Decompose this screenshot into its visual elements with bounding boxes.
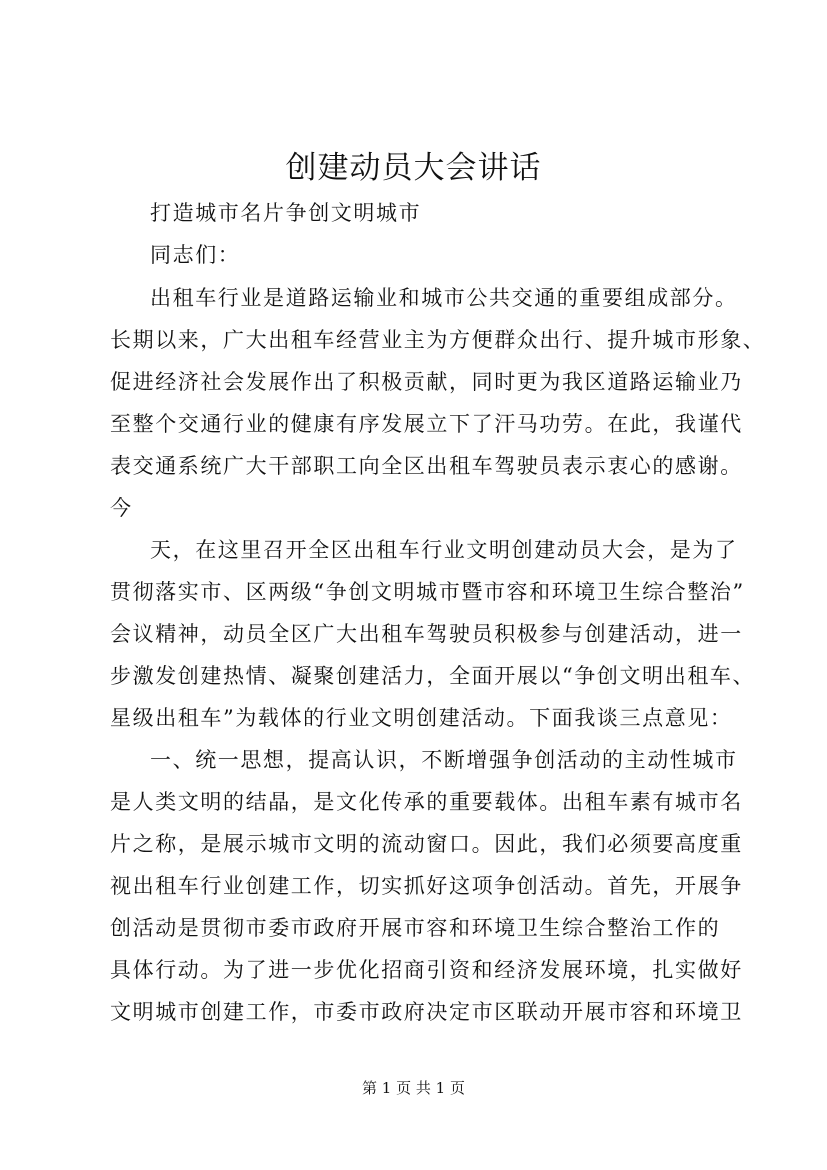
body-line: 至整个交通行业的健康有序发展立下了汗马功劳。在此，我谨代 xyxy=(110,412,743,436)
body-line: 贯彻落实市、区两级“争创文明城市暨市容和环境卫生综合整治” xyxy=(110,580,745,604)
body-line: 表交通系统广大干部职工向全区出租车驾驶员表示衷心的感谢。 xyxy=(110,454,743,478)
body-line: 今 xyxy=(110,496,133,520)
page-number-footer: 第 1 页 共 1 页 xyxy=(362,1079,465,1097)
body-line: 出租车行业是道路运输业和城市公共交通的重要组成部分。 xyxy=(150,286,738,310)
body-line: 一、统一思想，提高认识，不断增强争创活动的主动性城市 xyxy=(150,748,738,772)
body-line: 促进经济社会发展作出了积极贡献，同时更为我区道路运输业乃 xyxy=(110,370,743,394)
body-line: 创活动是贯彻市委市政府开展市容和环境卫生综合整治工作的 xyxy=(110,916,721,940)
salutation-line: 同志们： xyxy=(150,243,241,267)
body-line: 视出租车行业创建工作，切实抓好这项争创活动。首先，开展争 xyxy=(110,874,743,898)
subtitle-line: 打造城市名片争创文明城市 xyxy=(150,201,422,225)
body-line: 步激发创建热情、凝聚创建活力，全面开展以“争创文明出租车、 xyxy=(110,664,756,688)
body-line: 天，在这里召开全区出租车行业文明创建动员大会，是为了 xyxy=(150,538,738,562)
body-line: 会议精神，动员全区广大出租车驾驶员积极参与创建活动，进一 xyxy=(110,622,743,646)
body-line: 文明城市创建工作，市委市政府决定市区联动开展市容和环境卫 xyxy=(110,1000,743,1024)
document-title: 创建动员大会讲话 xyxy=(285,150,542,186)
body-line: 星级出租车”为载体的行业文明创建活动。下面我谈三点意见： xyxy=(110,706,733,730)
body-line: 具体行动。为了进一步优化招商引资和经济发展环境，扎实做好 xyxy=(110,958,743,982)
body-line: 是人类文明的结晶，是文化传承的重要载体。出租车素有城市名 xyxy=(110,790,743,814)
body-line: 片之称，是展示城市文明的流动窗口。因此，我们必须要高度重 xyxy=(110,832,743,856)
body-line: 长期以来，广大出租车经营业主为方便群众出行、提升城市形象、 xyxy=(110,328,766,352)
